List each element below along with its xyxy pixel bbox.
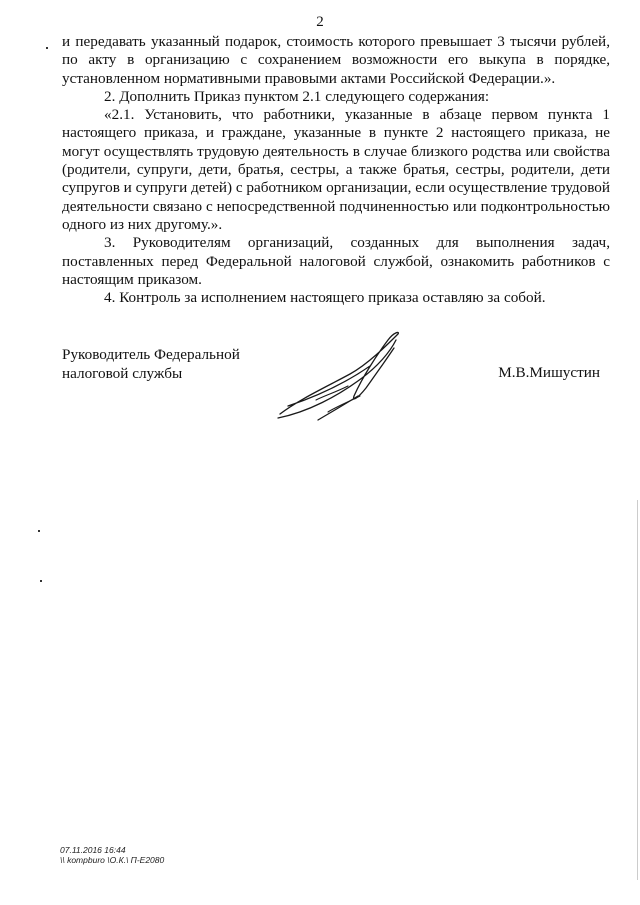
paragraph-item-2: 2. Дополнить Приказ пунктом 2.1 следующего содержания: (104, 87, 490, 105)
page-number: 2 (316, 14, 324, 30)
signatory-title (62, 345, 240, 383)
signatory-name: М.В.Мишустин (498, 364, 600, 381)
footer-meta (60, 845, 164, 865)
scan-speck (46, 47, 48, 49)
signatory-title-line2: налоговой службы (62, 365, 183, 382)
paragraph-item-4: 4. Контроль за исполнением настоящего приказа оставляю за собой. (104, 289, 546, 307)
footer-timestamp: 07.11.2016 16:44 (60, 845, 126, 855)
scan-speck (40, 580, 42, 582)
scan-edge (637, 500, 638, 880)
document-body (62, 33, 610, 307)
paragraph-item-3: 3. Руководителям организаций, созданных для выполнения задач, поставленных перед Федеральной налоговой службой, ознакомить работников с настоящим приказом. (62, 234, 610, 288)
scan-speck (38, 530, 40, 532)
handwritten-signature (258, 326, 418, 426)
paragraph-item-2-1: «2.1. Установить, что работники, указанные в абзаце первом пункта 1 настоящего приказа, и граждане, указанные в пункте 2 настоящего приказа, не могут осуществлять трудовую деятельность в случае близкого родства или свойства (родители, супруги, дети, братья, сестры, а также братья, сестры, родители, дети супругов и супруги детей) с работником организации, если осуществление трудовой деятельности связано с непосредственной подчиненностью или подконтрольностью одного из них другому.». (62, 106, 610, 233)
footer-source: \\ kompburo \О.К.\ П-Е2080 (60, 855, 165, 865)
signatory-title-line1: Руководитель Федеральной (62, 346, 240, 363)
paragraph-continuation: и передавать указанный подарок, стоимость которого превышает 3 тысячи рублей, по акту в организацию с сохранением возможности его выкупа в порядке, установленном нормативными правовыми актами Российской Федерации.». (62, 33, 610, 87)
